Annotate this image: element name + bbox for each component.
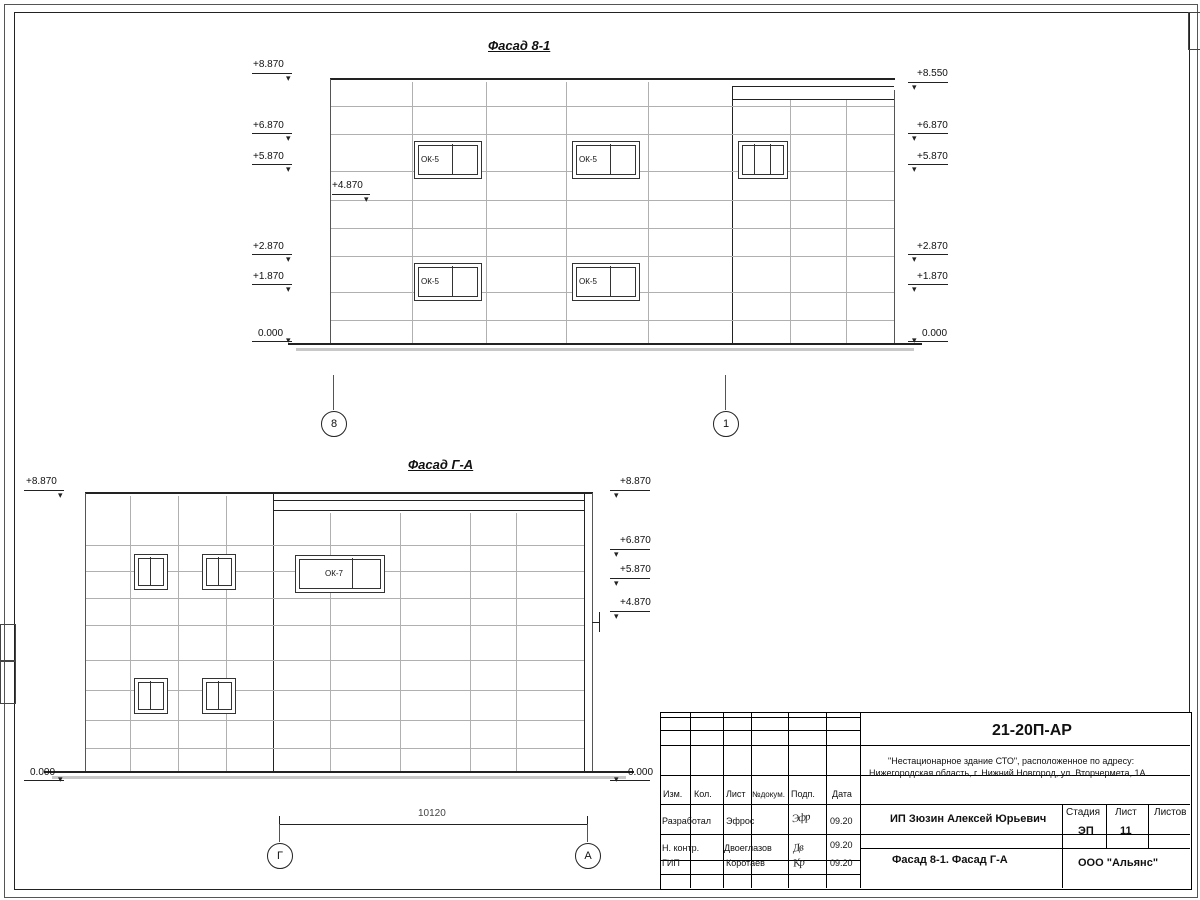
facade2-joint-v3 bbox=[226, 496, 227, 771]
facade2-level-right-3-arrow: ▾ bbox=[614, 611, 619, 621]
row-role-0: Разработал bbox=[662, 816, 711, 826]
facade1-level-left-4-arrow: ▾ bbox=[286, 284, 291, 294]
col-header-izm: Изм. bbox=[663, 789, 683, 799]
window-ok5-4-mullion bbox=[610, 266, 611, 296]
window-ok7-label: ОК-7 bbox=[325, 569, 343, 578]
tb-sep-v1 bbox=[690, 712, 691, 888]
facade1-level-right-5-arrow: ▾ bbox=[912, 335, 917, 345]
facade2-level-left-0: +8.870 bbox=[26, 476, 57, 487]
facade2-level-right-4-arrow: ▾ bbox=[614, 774, 619, 784]
facade1-canopy-bottom bbox=[732, 99, 894, 100]
facade1-level-left-4: +1.870 bbox=[253, 271, 284, 282]
facade2-window-narrow-1 bbox=[134, 554, 168, 590]
facade1-joint-h8 bbox=[331, 320, 894, 321]
window-ok5-1-label: ОК-5 bbox=[421, 155, 439, 164]
facade2-canopy-line2 bbox=[273, 510, 585, 511]
window-ok5-4-label: ОК-5 bbox=[579, 277, 597, 286]
facade2-level-left-1-arrow: ▾ bbox=[58, 774, 63, 784]
tb-sep-h5 bbox=[660, 834, 1190, 835]
facade2-level-right-1: +6.870 bbox=[620, 535, 651, 546]
facade2-joint-h8 bbox=[86, 748, 584, 749]
facade2-canopy-edge bbox=[584, 493, 585, 771]
facade1-level-right-1-arrow: ▾ bbox=[912, 133, 917, 143]
facade1-level-right-5: 0.000 bbox=[922, 328, 948, 339]
tb-sep-v9 bbox=[1148, 804, 1149, 848]
facade2-window-narrow-3-m bbox=[150, 681, 151, 709]
facade1-level-left-3: +2.870 bbox=[253, 241, 284, 252]
facade1-axis-1-leader bbox=[725, 375, 726, 410]
window-ok7-mullion bbox=[352, 558, 353, 588]
facade1-level-right-4-arrow: ▾ bbox=[912, 284, 917, 294]
col-header-data: Дата bbox=[832, 789, 852, 799]
facade1-level-right-2-arrow: ▾ bbox=[912, 164, 917, 174]
project-code: 21-20П-АР bbox=[992, 722, 1072, 739]
facade2-window-narrow-3 bbox=[134, 678, 168, 714]
sheet-label: Лист bbox=[1115, 807, 1137, 818]
object-line-1: "Нестационарное здание СТО", расположенное по адресу: bbox=[888, 756, 1135, 766]
facade2-parapet-mark-v bbox=[599, 612, 600, 632]
facade1-level-left-0-arrow: ▾ bbox=[286, 73, 291, 83]
customer-name: ИП Зюзин Алексей Юрьевич bbox=[890, 813, 1047, 825]
tb-sep-h7 bbox=[860, 848, 1190, 849]
window-narrow-right bbox=[738, 141, 788, 179]
row-role-2: ГИП bbox=[662, 858, 680, 868]
facade2-ground-line bbox=[44, 771, 634, 773]
facade2-level-right-4: 0.000 bbox=[628, 767, 654, 778]
facade1-canopy-top bbox=[732, 86, 894, 87]
facade2-axis-g-leader bbox=[279, 824, 280, 842]
row-date-2: 09.20 bbox=[830, 858, 853, 868]
tb-sep-v8 bbox=[1106, 804, 1107, 848]
facade2-joint-h1 bbox=[86, 545, 584, 546]
facade1-joint-v4 bbox=[648, 82, 649, 343]
facade2-roof-line bbox=[85, 492, 593, 494]
facade1-joint-h1 bbox=[331, 106, 894, 107]
facade1-level-left-3-arrow: ▾ bbox=[286, 254, 291, 264]
stage-value: ЭП bbox=[1078, 825, 1094, 837]
facade2-level-left-0-arrow: ▾ bbox=[58, 490, 63, 500]
facade1-base-line bbox=[296, 348, 914, 351]
facade2-level-right-2-arrow: ▾ bbox=[614, 578, 619, 588]
row-name-0: Эфрос bbox=[726, 816, 755, 826]
facade1-level-left-5: 0.000 bbox=[258, 328, 284, 339]
window-narrow-right-m1 bbox=[754, 144, 755, 174]
sheet-value: 11 bbox=[1120, 825, 1132, 837]
row-signature-1: Дв bbox=[792, 841, 804, 855]
facade2-right-wall bbox=[592, 493, 593, 771]
facade2-joint-v2 bbox=[178, 496, 179, 771]
facade1-axis-circle-8: 8 bbox=[321, 411, 347, 437]
col-header-kol: Кол. bbox=[694, 789, 712, 799]
facade1-level-right-3: +2.870 bbox=[917, 241, 948, 252]
facade1-level-right-1: +6.870 bbox=[917, 120, 948, 131]
facade1-joint-h2 bbox=[331, 134, 894, 135]
facade1-joint-h6 bbox=[331, 256, 894, 257]
facade2-level-right-2: +5.870 bbox=[620, 564, 651, 575]
facade2-level-right-0-arrow: ▾ bbox=[614, 490, 619, 500]
facade1-axis-8-leader bbox=[333, 375, 334, 410]
row-signature-0: Эфр bbox=[791, 810, 811, 826]
facade1-roof-line bbox=[330, 78, 895, 80]
tb-sep-h4 bbox=[660, 804, 1190, 805]
margin-stub-left-2 bbox=[0, 660, 16, 704]
facade2-joint-h7 bbox=[86, 720, 584, 721]
facade2-axis-a-leader bbox=[587, 824, 588, 842]
window-ok5-2-mullion bbox=[610, 144, 611, 174]
facade1-level-right-0-arrow: ▾ bbox=[912, 82, 917, 92]
facade1-joint-h4 bbox=[331, 200, 894, 201]
stage-label: Стадия bbox=[1066, 807, 1101, 818]
tb-sep-v6 bbox=[860, 712, 861, 888]
object-line-2: Нижегородская область, г. Нижний Новгород, ул. Вторчермета, 1А bbox=[869, 768, 1146, 778]
col-header-list: Лист bbox=[726, 789, 746, 799]
facade2-canopy-line1 bbox=[273, 500, 585, 501]
facade1-level-inner: +4.870 bbox=[332, 180, 363, 191]
facade1-level-right-3-arrow: ▾ bbox=[912, 254, 917, 264]
tb-sep-v5 bbox=[826, 712, 827, 888]
facade2-joint-v1 bbox=[130, 496, 131, 771]
facade2-level-left-1: 0.000 bbox=[30, 767, 56, 778]
facade1-level-left-5-arrow: ▾ bbox=[286, 335, 291, 345]
tb-sep-v7 bbox=[1062, 804, 1063, 888]
facade1-joint-h5 bbox=[331, 228, 894, 229]
facade1-level-left-1: +6.870 bbox=[253, 120, 284, 131]
margin-stub-right-top bbox=[1188, 12, 1200, 50]
window-narrow-right-m2 bbox=[770, 144, 771, 174]
facade-1-title: Фасад 8-1 bbox=[488, 38, 551, 53]
col-header-podp: Подп. bbox=[791, 789, 815, 799]
row-signature-2: Кр bbox=[792, 856, 805, 870]
facade1-ground-line bbox=[288, 343, 922, 345]
row-role-1: Н. контр. bbox=[662, 843, 700, 853]
row-name-2: Коротаев bbox=[726, 858, 765, 868]
window-ok5-2-label: ОК-5 bbox=[579, 155, 597, 164]
facade1-left-wall bbox=[330, 79, 331, 343]
facade1-joint-v5 bbox=[790, 100, 791, 343]
facade1-joint-v3 bbox=[566, 82, 567, 343]
sheet-title: Фасад 8-1. Фасад Г-А bbox=[892, 854, 1008, 866]
facade2-window-narrow-2-m bbox=[218, 557, 219, 585]
tb-sep-h1 bbox=[660, 745, 1190, 746]
row-date-0: 09.20 bbox=[830, 816, 853, 826]
facade1-level-right-0: +8.550 bbox=[917, 68, 948, 79]
facade1-level-right-4: +1.870 bbox=[917, 271, 948, 282]
facade2-left-wall bbox=[85, 493, 86, 771]
window-ok5-3-mullion bbox=[452, 266, 453, 296]
facade2-joint-h5 bbox=[86, 660, 584, 661]
facade1-joint-v6 bbox=[846, 100, 847, 343]
row-name-1: Двоеглазов bbox=[724, 843, 772, 853]
facade2-dimension-line bbox=[279, 824, 587, 825]
facade2-dimension-value: 10120 bbox=[418, 808, 446, 819]
facade2-window-narrow-2 bbox=[202, 554, 236, 590]
facade-2-title: Фасад Г-А bbox=[408, 457, 474, 472]
facade2-joint-v6 bbox=[470, 513, 471, 771]
facade2-joint-v7 bbox=[516, 513, 517, 771]
facade2-axis-circle-g: Г bbox=[267, 843, 293, 869]
facade2-window-narrow-4-m bbox=[218, 681, 219, 709]
company-name: ООО "Альянс" bbox=[1078, 857, 1159, 869]
margin-stub-left-1 bbox=[0, 624, 16, 662]
facade2-axis-circle-a: А bbox=[575, 843, 601, 869]
facade2-joint-v5 bbox=[400, 513, 401, 771]
facade2-window-narrow-4 bbox=[202, 678, 236, 714]
facade2-level-right-3: +4.870 bbox=[620, 597, 651, 608]
facade2-canopy-split bbox=[273, 493, 274, 771]
facade2-level-right-1-arrow: ▾ bbox=[614, 549, 619, 559]
sheets-label: Листов bbox=[1154, 807, 1187, 818]
facade1-level-left-1-arrow: ▾ bbox=[286, 133, 291, 143]
facade2-base-line bbox=[52, 776, 626, 779]
facade1-axis-circle-1: 1 bbox=[713, 411, 739, 437]
tb-sep-v2 bbox=[723, 712, 724, 888]
facade2-level-right-0: +8.870 bbox=[620, 476, 651, 487]
facade1-level-left-2-arrow: ▾ bbox=[286, 164, 291, 174]
facade1-canopy-left bbox=[732, 86, 733, 343]
facade2-joint-h3 bbox=[86, 598, 584, 599]
facade1-level-left-0: +8.870 bbox=[253, 59, 284, 70]
row-date-1: 09.20 bbox=[830, 840, 853, 850]
tb-sep-v4 bbox=[788, 712, 789, 888]
facade1-joint-v2 bbox=[486, 82, 487, 343]
facade2-window-narrow-1-m bbox=[150, 557, 151, 585]
window-ok5-3-label: ОК-5 bbox=[421, 277, 439, 286]
facade1-level-right-2: +5.870 bbox=[917, 151, 948, 162]
facade1-level-inner-arrow: ▾ bbox=[364, 194, 369, 204]
facade2-joint-h4 bbox=[86, 625, 584, 626]
facade1-level-left-2: +5.870 bbox=[253, 151, 284, 162]
facade2-joint-v4 bbox=[330, 513, 331, 771]
facade1-right-wall bbox=[894, 90, 895, 343]
facade1-joint-v1 bbox=[412, 82, 413, 343]
col-header-ndok: №докум. bbox=[752, 790, 785, 799]
window-ok5-1-mullion bbox=[452, 144, 453, 174]
